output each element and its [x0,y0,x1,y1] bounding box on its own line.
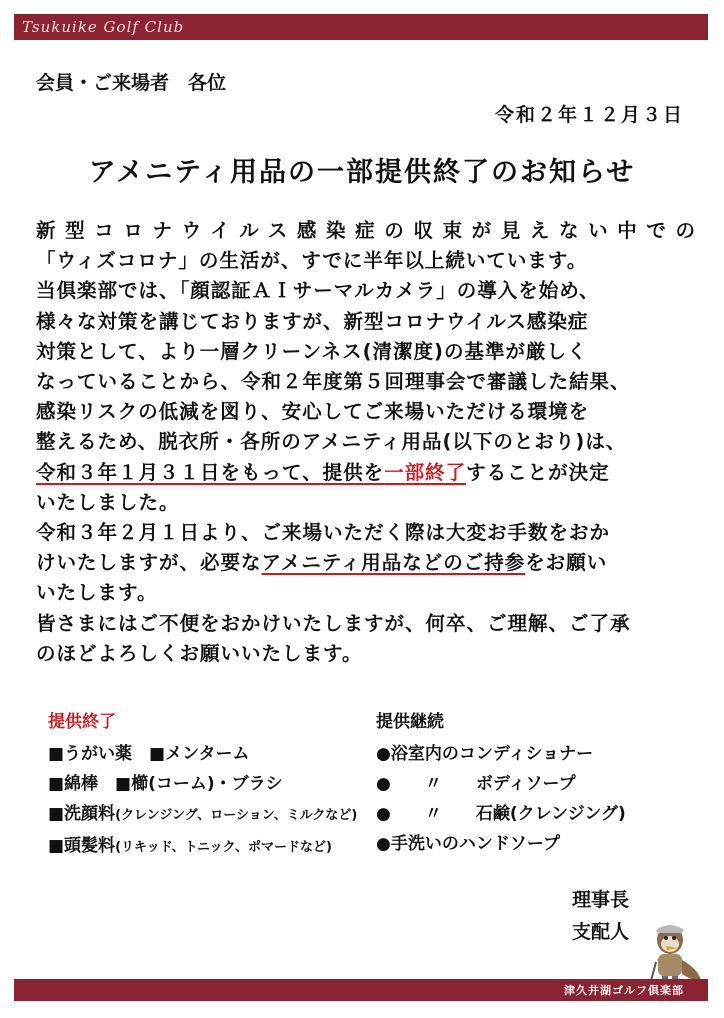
end-date-text [36,461,466,484]
signature-manager: 支配人 [572,921,630,943]
body-line: 整えるため、脱衣所・各所のアメニティ用品(以下のとおり)は、 [36,430,627,454]
list-item: ■うがい薬 ■メンターム [48,744,250,764]
body-line: のほどよろしくお願いいたします。 [36,641,363,665]
body-line-bring-own [36,548,696,578]
continued-heading: 提供継続 [376,712,444,732]
decision-text: することが決定 [466,460,610,484]
notice-title: アメニティ用品の一部提供終了のお知らせ [88,157,636,188]
list-item [48,831,357,863]
notice-body [36,216,696,669]
list-item: ●浴室内のコンディショナー [376,744,594,764]
item-note: (クレンジング、ローション、ミルクなど) [115,808,358,823]
continued-items-list [376,707,626,859]
body-line: 対策として、より一層クリーンネス(清潔度)の基準が厳しく [36,339,588,363]
item-name: ■洗顔料 [48,804,116,824]
item-name: ■頭髪料 [48,836,116,856]
list-item: ●手洗いのハンドソープ [376,834,560,854]
item-note: (リキッド、トニック、ポマードなど) [115,840,332,855]
list-item: ● 〃 ボディソープ [376,774,576,794]
body-line: 令和３年２月１日より、ご来場いただく際は大変お手数をおか [36,521,611,545]
request-tail: をお願い [525,551,608,575]
body-line-end-date [36,458,696,488]
body-line: いたしました。 [36,490,180,514]
body-line: 感染リスクの低減を図り、安心してご来場いただける環境を [36,400,590,424]
footer-bar [14,979,708,1001]
header-bar [14,14,708,40]
list-item: ■綿棒 ■櫛(コーム)・ブラシ [48,774,283,794]
body-line: なっていることから、令和２年度第５回理事会で審議した結果、 [36,370,631,394]
addressee: 会員・ご来場者 各位 [36,72,227,94]
body-line: 皆さまにはご不便をおかけいたしますが、何卒、ご理解、ご了承 [36,611,631,635]
request-lead: けいたしますが、必要な [36,551,262,575]
list-item [48,799,357,831]
partial-end-highlight: 一部終了 [384,460,467,484]
end-date-phrase: 令和３年１月３１日をもって、提供を [36,460,385,484]
bring-amenities-highlight: アメニティ用品などのご持参 [261,551,526,575]
signature-block [572,884,629,948]
body-line: 新型コロナウイルス感染症の収束が見えない中での [36,219,696,242]
club-name: 津久井湖ゴルフ倶楽部 [564,984,684,997]
signature-chair: 理事長 [572,889,630,911]
body-line: いたします。 [36,581,158,605]
club-logo: Tsukuike Golf Club [22,18,185,36]
body-line: 様々な対策を講じておりますが、新型コロナウイルス感染症 [36,309,589,333]
ended-heading: 提供終了 [48,712,116,732]
ended-items-list [48,707,357,863]
notice-date: 令和２年１２月３日 [494,104,684,126]
body-line: 当倶楽部では、「顔認証ＡＩサーマルカメラ」の導入を始め、 [36,279,600,303]
list-item: ● 〃 石鹸(クレンジング) [376,804,626,824]
body-line: 「ウィズコロナ」の生活が、すでに半年以上続いています。 [36,249,588,273]
